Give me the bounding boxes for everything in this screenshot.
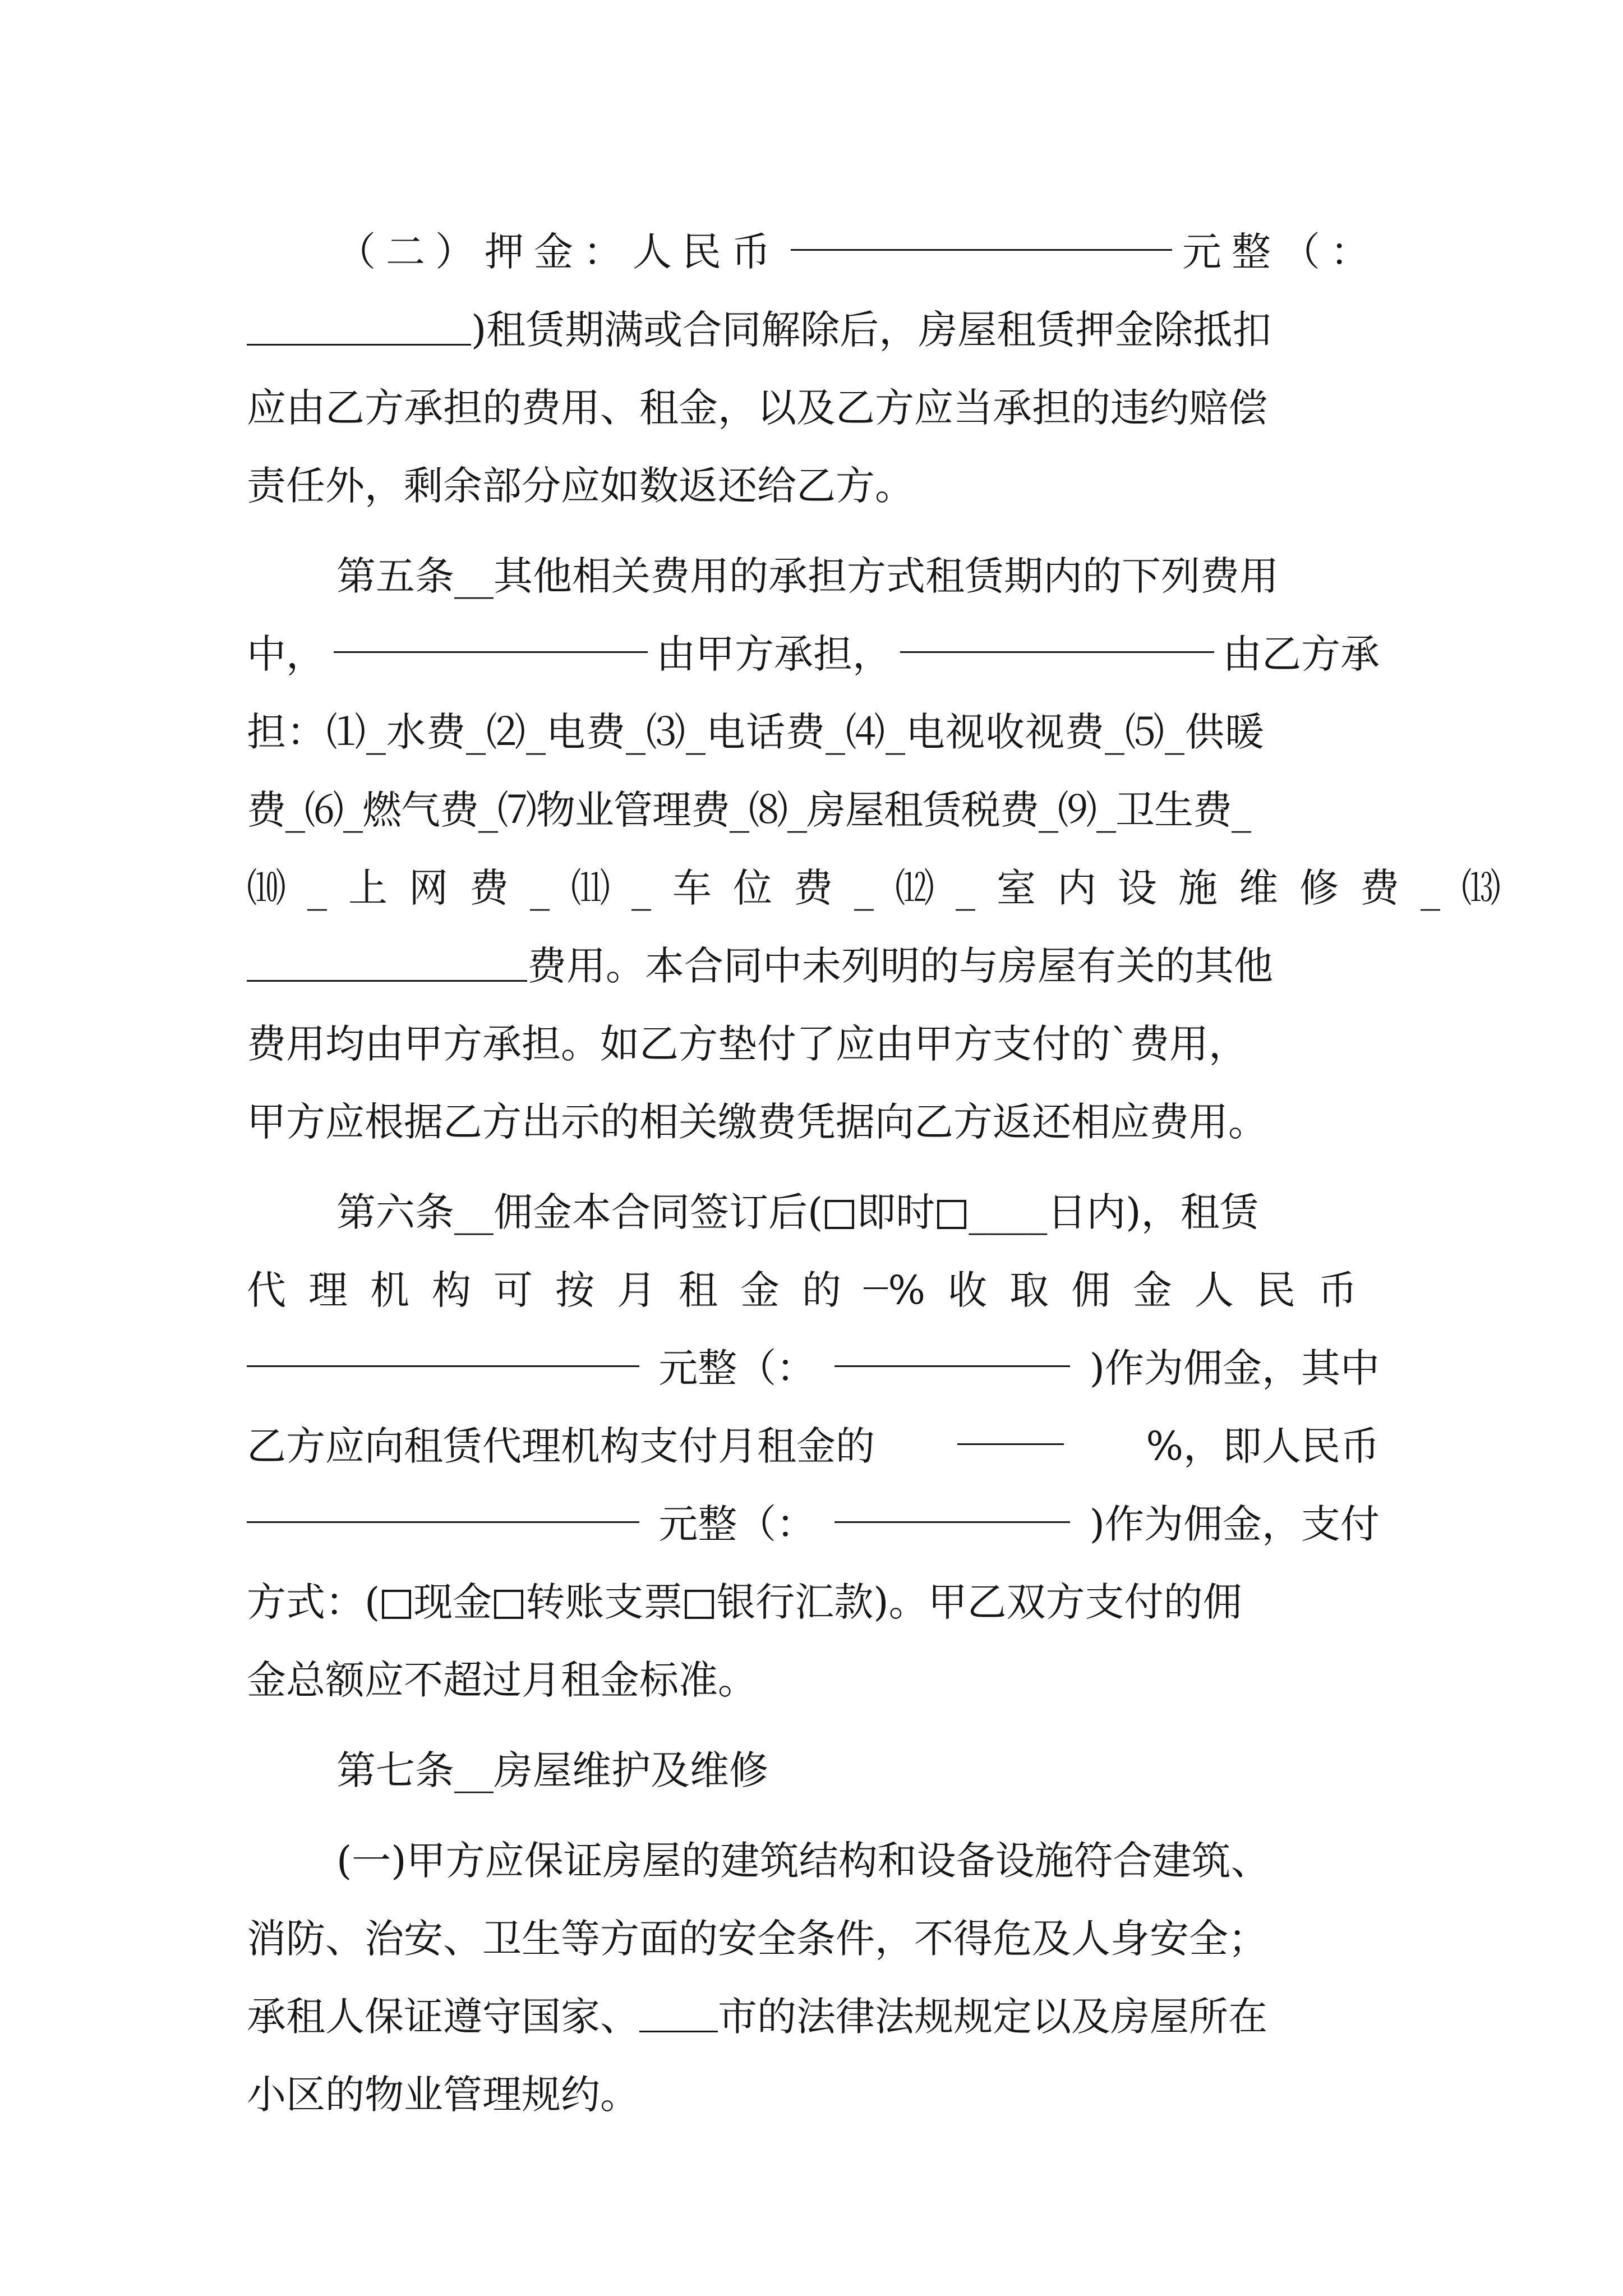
article-5-line-3: 担：⑴_水费_⑵_电费_⑶_电话费_⑷_电视收视费_⑸_供暖 [247, 709, 1265, 755]
article-7-line-4: 小区的物业管理规约。 [247, 2072, 639, 2118]
commission-amount-blank-1 [247, 1329, 639, 1367]
deposit-line-4: 责任外，剩余部分应如数返还给乙方。 [247, 463, 914, 509]
checkbox-within-days[interactable] [937, 1200, 966, 1229]
deposit-label: （二）押金：人民币 [336, 229, 781, 275]
deposit-line-1 [247, 213, 1380, 291]
checkbox-cash[interactable] [382, 1590, 411, 1619]
checkbox-bank-remittance[interactable] [685, 1590, 714, 1619]
article-6-line-3: 元整（： )作为佣金，其中 [247, 1329, 1380, 1407]
article-6-line-2: 代理机构可按月租金的 %收取佣金人民币 [247, 1251, 1380, 1329]
checkbox-immediately[interactable] [825, 1200, 854, 1229]
article-5-line-1: 第五条__其他相关费用的承担方式租赁期内的下列费用 [336, 553, 1279, 599]
commission-amount-blank-2 [247, 1485, 639, 1523]
article-7-line-2: 消防、治安、卫生等方面的安全条件，不得危及人身安全； [247, 1916, 1267, 1962]
landlord-fees-blank [334, 615, 648, 653]
article-5-line-7: 费用均由甲方承担。如乙方垫付了应由甲方支付的`费用， [247, 1021, 1248, 1067]
deposit-amount-blank [791, 213, 1172, 251]
city-blank [639, 1995, 718, 2032]
article-7-line-3: 承租人保证遵守国家、 市的法律法规规定以及房屋所在 [247, 1994, 1267, 2040]
article-6-line-1: 第六条__佣金本合同签订后( 即时 ____日内)，租赁 [336, 1189, 1259, 1235]
commission-capital-blank-2 [834, 1485, 1070, 1523]
article-6-line-5: 元整（： )作为佣金，支付 [247, 1485, 1380, 1563]
tenant-percent-blank [957, 1407, 1064, 1445]
deposit-line-3: 应由乙方承担的费用、租金，以及乙方应当承担的违约赔偿 [247, 385, 1267, 431]
article-5-line-5: ⑽_上网费_⑾_车位费_⑿_室内设施维修费_⒀ [247, 865, 1522, 911]
commission-percent-blank [864, 1251, 888, 1289]
commission-capital-blank-1 [834, 1329, 1070, 1367]
article-5-line-4: 费_⑹_燃气费_⑺物业管理费_⑻_房屋租赁税费_⑼_卫生费_ [247, 787, 1251, 833]
checkbox-transfer-check[interactable] [494, 1590, 523, 1619]
other-fee-blank [247, 944, 527, 982]
article-5-line-2: 中， 由甲方承担， 由乙方承 [247, 615, 1380, 693]
article-5-line-6: 费用。本合同中未列明的与房屋有关的其他 [247, 927, 1380, 1005]
deposit-unit-label: 元整（： [1182, 229, 1380, 275]
article-7-heading: 第七条__房屋维护及维修 [336, 1747, 768, 1793]
article-7-line-1: (一)甲方应保证房屋的建筑结构和设备设施符合建筑、 [336, 1838, 1270, 1884]
article-5-line-8: 甲方应根据乙方出示的相关缴费凭据向乙方返还相应费用。 [247, 1099, 1267, 1145]
deposit-capital-blank [247, 308, 471, 346]
article-6-line-6: 方式：( 现金 转账支票 银行汇款)。甲乙双方支付的佣 [247, 1579, 1242, 1625]
tenant-fees-blank [900, 615, 1214, 653]
article-6-line-4: 乙方应向租赁代理机构支付月租金的 %，即人民币 [247, 1407, 1380, 1485]
deposit-line-2: )租赁期满或合同解除后，房屋租赁押金除抵扣 [247, 291, 1380, 369]
article-6-line-7: 金总额应不超过月租金标准。 [247, 1657, 757, 1703]
contract-text [247, 213, 1522, 2134]
